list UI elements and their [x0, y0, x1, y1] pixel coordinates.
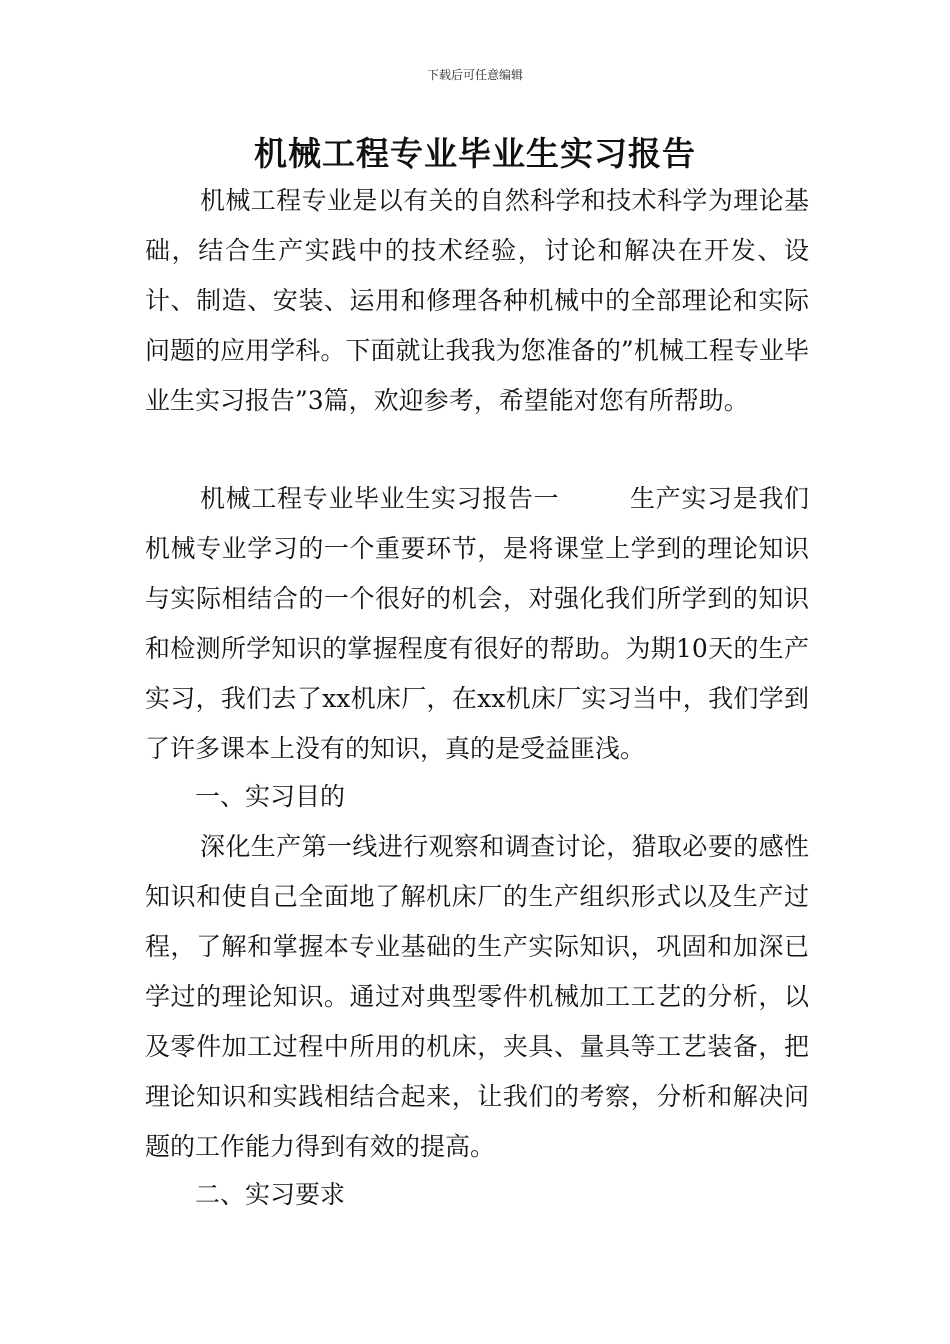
intro-paragraph: 机械工程专业是以有关的自然科学和技术科学为理论基础，结合生产实践中的技术经验，讨论和解决在开发、设计、制造、安装、运用和修理各种机械中的全部理论和实际问题的应用学科。下面就让我我为您准备的”机械工程专业毕业生实习报告”3篇，欢迎参考，希望能对您有所帮助。 [145, 186, 809, 415]
section1-title: 机械工程专业毕业生实习报告一 [200, 484, 560, 513]
section1-body: 生产实习是我们机械专业学习的一个重要环节，是将课堂上学到的理论知识与实际相结合的一个很好的机会，对强化我们所学到的知识和检测所学知识的掌握程度有很好的帮助。为期10天的生产实习，我们去了xx机床厂，在xx机床厂实习当中，我们学到了许多课本上没有的知识，真的是受益匪浅。 [145, 484, 809, 763]
header-note: 下载后可任意编辑 [426, 68, 523, 82]
section1-paragraph [145, 474, 809, 774]
document-title: 机械工程专业毕业生实习报告 [254, 134, 696, 173]
heading-requirements: 二、实习要求 [195, 1180, 346, 1209]
heading-purpose: 一、实习目的 [195, 782, 346, 811]
purpose-paragraph: 深化生产第一线进行观察和调查讨论，猎取必要的感性知识和使自己全面地了解机床厂的生产组织形式以及生产过程，了解和掌握本专业基础的生产实际知识，巩固和加深已学过的理论知识。通过对典型零件机械加工工艺的分析，以及零件加工过程中所用的机床，夹具、量具等工艺装备，把理论知识和实践相结合起来，让我们的考察，分析和解决问题的工作能力得到有效的提高。 [145, 832, 809, 1161]
